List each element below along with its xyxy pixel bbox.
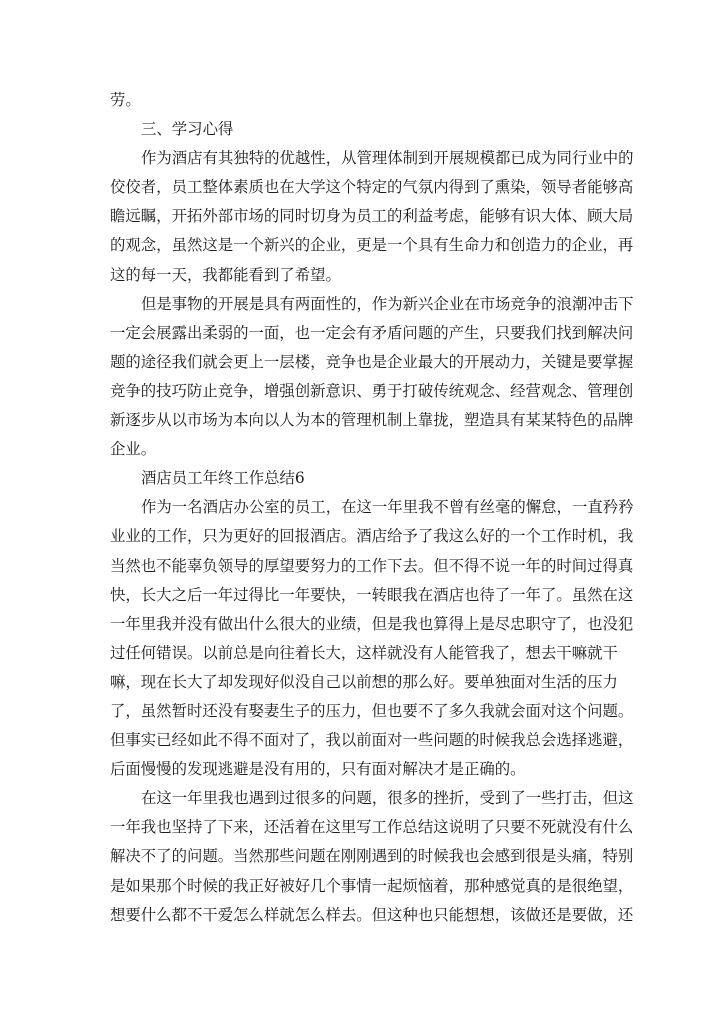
text-line: 嘛，现在长大了却发现好似没自己以前想的那么好。要单独面对生活的压力	[110, 672, 618, 691]
text-line: 佼佼者，员工整体素质也在大学这个特定的气氛内得到了熏染，领导者能够高	[110, 178, 634, 197]
text-line: 解决不了的问题。当然那些问题在刚刚遇到的时候我也会感到很是头痛，特别	[110, 847, 634, 866]
text-line: 的观念，虽然这是一个新兴的企业，更是一个具有生命力和创造力的企业，再	[110, 236, 634, 255]
text-line: 这的每一天，我都能看到了希望。	[110, 265, 341, 284]
text-line: 劳。	[110, 91, 141, 109]
text-line: 题的途径我们就会更上一层楼，竞争也是企业最大的开展动力，关键是要掌握	[110, 352, 634, 371]
text-line: 一年我也坚持了下来，还活着在这里写工作总结这说明了只要不死就没有什么	[110, 818, 634, 837]
text-line: 企业。	[110, 440, 157, 459]
document-body	[110, 86, 634, 930]
text-line: 新逐步从以市场为本向以人为本的管理机制上靠拢，塑造具有某某特色的品牌	[110, 411, 634, 430]
text-line: 作为酒店有其独特的优越性，从管理体制到开展规模都已成为同行业中的	[141, 149, 634, 168]
text-line: 是如果那个时候的我正好被好几个事情一起烦恼着，那种感觉真的是很绝望，	[110, 876, 634, 895]
text-line: 但是事物的开展是具有两面性的，作为新兴企业在市场竞争的浪潮冲击下	[141, 294, 634, 313]
text-line: 竞争的技巧防止竞争，增强创新意识、勇于打破传统观念、经营观念、管理创	[110, 381, 634, 400]
text-line: 想要什么都不干爱怎么样就怎么样去。但这种也只能想想，该做还是要做，还	[110, 905, 634, 924]
text-line: 了，虽然暂时还没有娶妻生子的压力，但也要不了多久我就会面对这个问题。	[110, 701, 634, 720]
text-line: 快，长大之后一年过得比一年要快，一转眼我在酒店也待了一年了。虽然在这	[110, 585, 634, 604]
text-line: 当然也不能辜负领导的厚望要努力的工作下去。但不得不说一年的时间过得真	[110, 556, 634, 575]
text-line: 酒店员工年终工作总结6	[141, 469, 305, 488]
text-line: 过任何错误。以前总是向往着长大，这样就没有人能管我了，想去干嘛就干	[110, 643, 618, 662]
text-line: 一定会展露出柔弱的一面，也一定会有矛盾问题的产生，只要我们找到解决问	[110, 323, 634, 342]
text-line: 三、学习心得	[141, 120, 234, 139]
text-line: 作为一名酒店办公室的员工，在这一年里我不曾有丝毫的懈怠，一直矜矜	[141, 498, 634, 517]
text-line: 但事实已经如此不得不面对了，我以前面对一些问题的时候我总会选择逃避，	[110, 731, 634, 750]
text-line: 在这一年里我也遇到过很多的问题，很多的挫折，受到了一些打击，但这	[141, 789, 634, 808]
text-line: 业业的工作，只为更好的回报酒店。酒店给予了我这么好的一个工作时机，我	[110, 527, 634, 546]
text-line: 一年里我并没有做出什么很大的业绩，但是我也算得上是尽忠职守了，也没犯	[110, 614, 634, 633]
text-line: 后面慢慢的发现逃避是没有用的，只有面对解决才是正确的。	[110, 760, 526, 779]
text-line: 瞻远瞩，开拓外部市场的同时切身为员工的利益考虑，能够有识大体、顾大局	[110, 207, 634, 226]
